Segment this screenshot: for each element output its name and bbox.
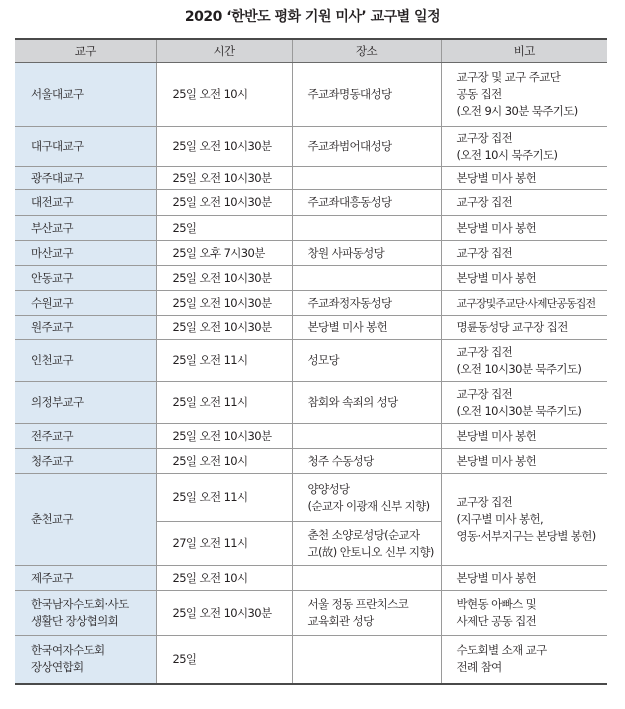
diocese-cell-line: 제주교구 [31, 570, 74, 585]
place-cell [292, 266, 441, 291]
note-cell-line: 명륜동성당 교구장 집전 [456, 320, 568, 334]
diocese-cell-line: 부산교구 [31, 220, 74, 235]
time-cell [156, 127, 292, 167]
place-cell [292, 316, 441, 340]
diocese-cell-line: 대전교구 [31, 195, 74, 209]
time-cell-line: 25일 [172, 651, 197, 666]
table-row [15, 591, 607, 636]
note-cell-line: 사제단 공동 집전 [456, 614, 537, 628]
note-cell [441, 566, 607, 591]
note-cell [441, 216, 607, 241]
time-cell-line: 25일 오전 10시 [172, 87, 248, 101]
place-cell [292, 424, 441, 449]
diocese-cell-line: 서울대교구 [31, 87, 84, 101]
diocese-cell-line: 안동교구 [31, 270, 74, 285]
diocese-cell [15, 566, 156, 591]
note-cell [441, 424, 607, 449]
note-cell-line: 본당별 미사 봉헌 [456, 270, 537, 285]
diocese-cell [15, 449, 156, 474]
time-cell-line: 25일 오전 11시 [172, 353, 248, 367]
header-time: 시간 [156, 39, 292, 63]
place-cell-line: 주교좌대흥동성당 [307, 195, 392, 209]
time-cell-line: 25일 [172, 220, 197, 235]
diocese-schedule-table [15, 38, 607, 685]
time-cell-line: 25일 오전 10시30분 [172, 170, 272, 185]
diocese-cell [15, 167, 156, 190]
table-row [15, 382, 607, 424]
note-cell [441, 636, 607, 684]
diocese-cell-line: 전주교구 [31, 428, 74, 443]
table-body [15, 63, 607, 684]
header-diocese: 교구 [15, 39, 156, 63]
note-cell [441, 340, 607, 382]
diocese-cell [15, 216, 156, 241]
diocese-cell-line: 장상연합회 [31, 660, 84, 675]
diocese-cell [15, 340, 156, 382]
diocese-cell-line: 생활단 장상협의회 [31, 614, 119, 628]
table-title: 2020 ‘한반도 평화 기원 미사’ 교구별 일정 [184, 9, 441, 25]
time-cell-line: 25일 오후 7시30분 [172, 245, 265, 260]
table-row [15, 424, 607, 449]
time-cell [156, 522, 292, 566]
place-cell [292, 522, 441, 566]
diocese-cell-line: 한국남자수도회·사도 [31, 597, 129, 611]
time-cell [156, 340, 292, 382]
diocese-cell-line: 한국여자수도회 [31, 643, 105, 658]
header-note: 비고 [441, 39, 607, 63]
note-cell [441, 591, 607, 636]
place-cell-line: 창원 사파동성당 [307, 245, 385, 260]
note-cell [441, 241, 607, 266]
note-cell-line: 교구장 집전 [456, 495, 513, 509]
diocese-cell [15, 316, 156, 340]
note-cell [441, 127, 607, 167]
table-header-row [15, 39, 607, 63]
note-cell-line: 수도회별 소재 교구 [456, 643, 547, 658]
place-cell-line: 주교좌범어대성당 [307, 139, 392, 153]
table-row [15, 291, 607, 316]
note-cell-line: 본당별 미사 봉헌 [456, 570, 537, 585]
note-cell [441, 316, 607, 340]
table-row [15, 127, 607, 167]
note-cell-line: (오전 10시30분 묵주기도) [456, 361, 582, 376]
time-cell [156, 167, 292, 190]
time-cell [156, 449, 292, 474]
note-cell-line: 본당별 미사 봉헌 [456, 220, 537, 235]
place-cell-line: 양양성당 [307, 481, 350, 496]
table-row [15, 340, 607, 382]
time-cell-line: 25일 오전 10시30분 [172, 605, 272, 620]
place-cell-line: 청주 수동성당 [307, 453, 374, 468]
time-cell-line: 25일 오전 10시30분 [172, 139, 272, 153]
note-cell-line: 교구장 및 교구 주교단 [456, 70, 561, 84]
diocese-cell-line: 광주대교구 [31, 170, 84, 185]
note-cell-line: 본당별 미사 봉헌 [456, 453, 537, 468]
table-row [15, 241, 607, 266]
time-cell-line: 25일 오전 10시30분 [172, 270, 272, 285]
time-cell [156, 291, 292, 316]
note-cell-line: 공동 집전 [456, 87, 502, 101]
place-cell-line: 교육회관 성당 [307, 614, 374, 628]
time-cell-line: 25일 오전 10시30분 [172, 428, 272, 443]
diocese-cell [15, 266, 156, 291]
place-cell-line: 참회와 속죄의 성당 [307, 395, 398, 409]
note-cell-line: (오전 9시 30분 묵주기도) [456, 104, 578, 118]
diocese-cell [15, 127, 156, 167]
time-cell [156, 636, 292, 684]
place-cell [292, 449, 441, 474]
diocese-cell [15, 241, 156, 266]
place-cell [292, 291, 441, 316]
time-cell [156, 382, 292, 424]
note-cell [441, 291, 607, 316]
place-cell [292, 382, 441, 424]
place-cell [292, 167, 441, 190]
diocese-cell-line: 마산교구 [31, 245, 74, 260]
place-cell [292, 127, 441, 167]
place-cell-line: 주교좌명동대성당 [307, 87, 392, 101]
diocese-cell-line: 춘천교구 [31, 512, 74, 526]
note-cell-line: 영동·서부지구는 본당별 봉헌) [456, 529, 596, 543]
time-cell-line: 25일 오전 11시 [172, 490, 248, 504]
time-cell-line: 25일 오전 10시30분 [172, 320, 272, 334]
table-row [15, 636, 607, 684]
note-cell-line: 교구장 집전 [456, 195, 513, 209]
place-cell-line: 서울 정동 프란치스코 [307, 597, 409, 611]
time-cell [156, 424, 292, 449]
diocese-cell [15, 636, 156, 684]
time-cell [156, 63, 292, 127]
diocese-cell [15, 190, 156, 216]
diocese-cell [15, 382, 156, 424]
place-cell [292, 216, 441, 241]
time-cell-line: 25일 오전 10시30분 [172, 195, 272, 209]
place-cell-line: 성모당 [307, 353, 340, 367]
time-cell-line: 25일 오전 10시 [172, 570, 248, 585]
note-cell-line: 교구장 집전 [456, 130, 513, 145]
table-row [15, 216, 607, 241]
time-cell [156, 241, 292, 266]
note-cell-line: (오전 10시 묵주기도) [456, 147, 558, 162]
note-cell-line: 전례 참여 [456, 660, 502, 675]
time-cell [156, 266, 292, 291]
note-cell-line: 본당별 미사 봉헌 [456, 170, 537, 185]
time-cell-line: 25일 오전 10시30분 [172, 295, 272, 310]
table-row [15, 449, 607, 474]
diocese-cell-line: 수원교구 [31, 295, 74, 310]
note-cell-line: 교구장 집전 [456, 386, 513, 401]
table-row [15, 63, 607, 127]
place-cell [292, 591, 441, 636]
diocese-cell [15, 591, 156, 636]
time-cell [156, 474, 292, 522]
time-cell [156, 216, 292, 241]
time-cell-line: 25일 오전 10시 [172, 453, 248, 468]
place-cell [292, 566, 441, 591]
place-cell-line: 춘천 소양로성당(순교자 [307, 527, 420, 542]
note-cell-line: (지구별 미사 봉헌, [456, 512, 544, 526]
time-cell-line: 25일 오전 11시 [172, 395, 248, 409]
note-cell [441, 449, 607, 474]
diocese-cell-line: 청주교구 [31, 453, 74, 468]
diocese-cell-line: 원주교구 [31, 320, 74, 334]
diocese-cell-line: 인천교구 [31, 353, 74, 367]
note-cell-line: 본당별 미사 봉헌 [456, 428, 537, 443]
time-cell [156, 566, 292, 591]
time-cell [156, 190, 292, 216]
table-row [15, 190, 607, 216]
diocese-cell-line: 의정부교구 [31, 395, 84, 409]
note-cell [441, 382, 607, 424]
time-cell [156, 591, 292, 636]
table-row [15, 474, 607, 522]
note-cell-line: 교구장 집전 [456, 245, 513, 260]
diocese-cell [15, 291, 156, 316]
place-cell-line: 고(故) 안토니오 신부 지향) [307, 544, 434, 559]
note-cell-line: 교구장 집전 [456, 344, 513, 359]
time-cell-line: 27일 오전 11시 [172, 536, 248, 550]
place-cell [292, 190, 441, 216]
diocese-cell [15, 474, 156, 566]
place-cell-line: 주교좌정자동성당 [307, 295, 392, 310]
note-cell [441, 167, 607, 190]
note-cell-line: 교구장및주교단·사제단공동집전 [456, 296, 596, 310]
note-cell-line: (오전 10시30분 묵주기도) [456, 403, 582, 418]
header-place: 장소 [292, 39, 441, 63]
diocese-cell-line: 대구대교구 [31, 139, 84, 153]
time-cell [156, 316, 292, 340]
table-row [15, 566, 607, 591]
place-cell [292, 636, 441, 684]
place-cell [292, 241, 441, 266]
place-cell-line: (순교자 이광재 신부 지향) [307, 498, 430, 513]
place-cell [292, 340, 441, 382]
table-row [15, 266, 607, 291]
note-cell [441, 474, 607, 566]
note-cell [441, 266, 607, 291]
diocese-cell [15, 424, 156, 449]
place-cell [292, 474, 441, 522]
place-cell [292, 63, 441, 127]
diocese-cell [15, 63, 156, 127]
note-cell [441, 190, 607, 216]
note-cell-line: 박현동 아빠스 및 [456, 597, 537, 611]
note-cell [441, 63, 607, 127]
place-cell-line: 본당별 미사 봉헌 [307, 320, 388, 334]
table-row [15, 167, 607, 190]
table-row [15, 316, 607, 340]
